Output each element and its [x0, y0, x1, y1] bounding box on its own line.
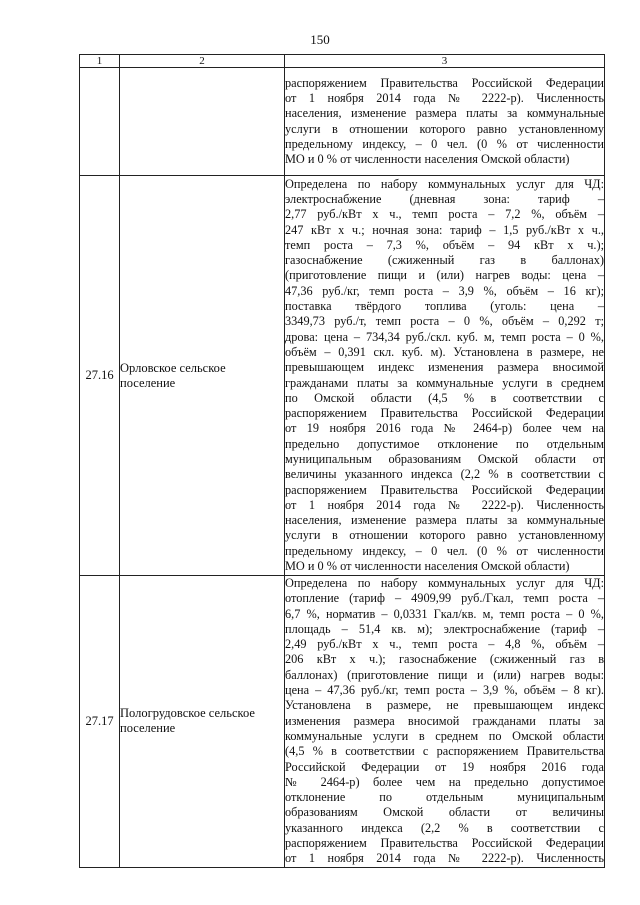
text-line: муниципальным образованиям Омской области от: [285, 451, 604, 466]
text-line: газоснабжение (сжиженный газ в баллонах): [285, 253, 604, 268]
page-number: 150: [310, 32, 330, 47]
table-row: [80, 68, 605, 176]
text-line: превышающем индекс изменения размера вносимой: [285, 360, 604, 375]
text-line: распоряжением Правительства Российской Федерации: [285, 482, 604, 497]
settlement-name-line: поселение: [120, 721, 176, 736]
header-col-1: 1: [80, 55, 120, 68]
text-line: Российской Федерации от 19 ноября 2016 года: [285, 759, 604, 774]
text-line: предельному индексу, – 0 чел. (0 % от численности: [285, 136, 604, 151]
text-line: объём – 0,391 скл. куб. м). Установлена в размере, не: [285, 344, 604, 359]
settlement-name-line: Орловское сельское: [120, 360, 226, 375]
text-line: темп роста – 7,3 %, объём – 94 кВт х ч.);: [285, 237, 604, 252]
table-row: [80, 176, 605, 576]
text-line: баллонах) (приготовление пищи и (или) нагрев воды:: [285, 667, 604, 682]
text-line: от 1 ноября 2014 года № 2222-р). Численность: [285, 90, 604, 105]
row-description: [285, 176, 605, 576]
text-line: указанного индекса (2,2 % в соответствии с: [285, 820, 604, 835]
text-line: электроснабжение (дневная зона: тариф –: [285, 191, 604, 206]
row-number: 27.16: [80, 176, 120, 576]
text-line: цена – 47,36 руб./кг, темп роста – 3,9 %, объём – 8 кг).: [285, 683, 604, 698]
text-line: предельному индексу, – 0 чел. (0 % от численности: [285, 543, 604, 558]
table-row: [80, 576, 605, 868]
text-line: от 1 ноября 2014 года № 2222-р). Численность: [285, 497, 604, 512]
text-line: распоряжением Правительства Российской Федерации: [285, 75, 604, 90]
text-line: по Омской области (4,5 % в соответствии с: [285, 390, 604, 405]
settlement-name: [120, 176, 285, 576]
settlement-name-line: Пологрудовское сельское: [120, 706, 255, 721]
text-line: МО и 0 % от численности населения Омской области): [285, 559, 570, 574]
text-line: Определена по набору коммунальных услуг для ЧД:: [285, 176, 604, 191]
text-line: МО и 0 % от численности населения Омской области): [285, 152, 570, 167]
text-line: населения, изменение размера платы за коммунальные: [285, 106, 604, 121]
text-line: № 2464-р) более чем на предельно допустимое: [285, 774, 604, 789]
header-col-3: 3: [285, 55, 605, 68]
text-line: площадь – 51,4 кв. м); электроснабжение (тариф –: [285, 621, 604, 636]
data-table: [79, 54, 605, 868]
text-line: населения, изменение размера платы за коммунальные: [285, 513, 604, 528]
text-line: поставка твёрдого топлива (уголь: цена –: [285, 299, 604, 314]
row-number: 27.17: [80, 576, 120, 868]
row-number: [80, 68, 120, 176]
text-line: коммунальные услуги в среднем по Омской области: [285, 728, 604, 743]
text-line: величины указанного индекса (2,2 % в соответствии с: [285, 467, 604, 482]
text-line: услуги в отношении которого равно установленному: [285, 121, 604, 136]
text-line: Определена по набору коммунальных услуг для ЧД:: [285, 576, 604, 590]
row-description: [285, 68, 605, 176]
text-line: 47,36 руб./кг, темп роста – 3,9 %, объём – 16 кг);: [285, 283, 604, 298]
text-line: (приготовление пищи и (или) нагрев воды: цена –: [285, 268, 604, 283]
text-line: распоряжением Правительства Российской Федерации: [285, 836, 604, 851]
text-line: изменения размера вносимой гражданами платы за: [285, 713, 604, 728]
text-line: распоряжением Правительства Российской Федерации: [285, 406, 604, 421]
text-line: дрова: цена – 734,34 руб./скл. куб. м, темп роста – 0 %,: [285, 329, 604, 344]
text-line: 247 кВт х ч.; ночная зона: тариф – 1,5 руб./кВт х ч.,: [285, 222, 604, 237]
text-line: Установлена в размере, не превышающем индекс: [285, 698, 604, 713]
text-line: 2,77 руб./кВт х ч., темп роста – 7,2 %, объём –: [285, 207, 604, 222]
text-line: 6,7 %, норматив – 0,0331 Гкал/кв. м, темп роста – 0 %,: [285, 606, 604, 621]
text-line: 206 кВт х ч.); газоснабжение (сжиженный газ в: [285, 652, 604, 667]
settlement-name: [120, 68, 285, 176]
text-line: образованиям Омской области от величины: [285, 805, 604, 820]
text-line: услуги в отношении которого равно установленному: [285, 528, 604, 543]
text-line: 3349,73 руб./т, темп роста – 0 %, объём – 0,292 т;: [285, 314, 604, 329]
text-line: 2,49 руб./кВт х ч., темп роста – 4,8 %, объём –: [285, 637, 604, 652]
header-col-2: 2: [120, 55, 285, 68]
text-line: от 1 ноября 2014 года № 2222-р). Численность: [285, 851, 604, 866]
text-line: от 19 ноября 2016 года № 2464-р) более чем на: [285, 421, 604, 436]
table-header-row: [80, 55, 605, 68]
settlement-name-line: поселение: [120, 375, 176, 390]
text-line: отопление (тариф – 4909,99 руб./Гкал, темп роста –: [285, 591, 604, 606]
text-line: гражданами платы за коммунальные услуги в среднем: [285, 375, 604, 390]
settlement-name: [120, 576, 285, 868]
row-description: [285, 576, 605, 868]
text-line: отклонение по отдельным муниципальным: [285, 790, 604, 805]
text-line: (4,5 % в соответствии с распоряжением Правительства: [285, 744, 604, 759]
text-line: предельно допустимое отклонение по отдельным: [285, 436, 604, 451]
